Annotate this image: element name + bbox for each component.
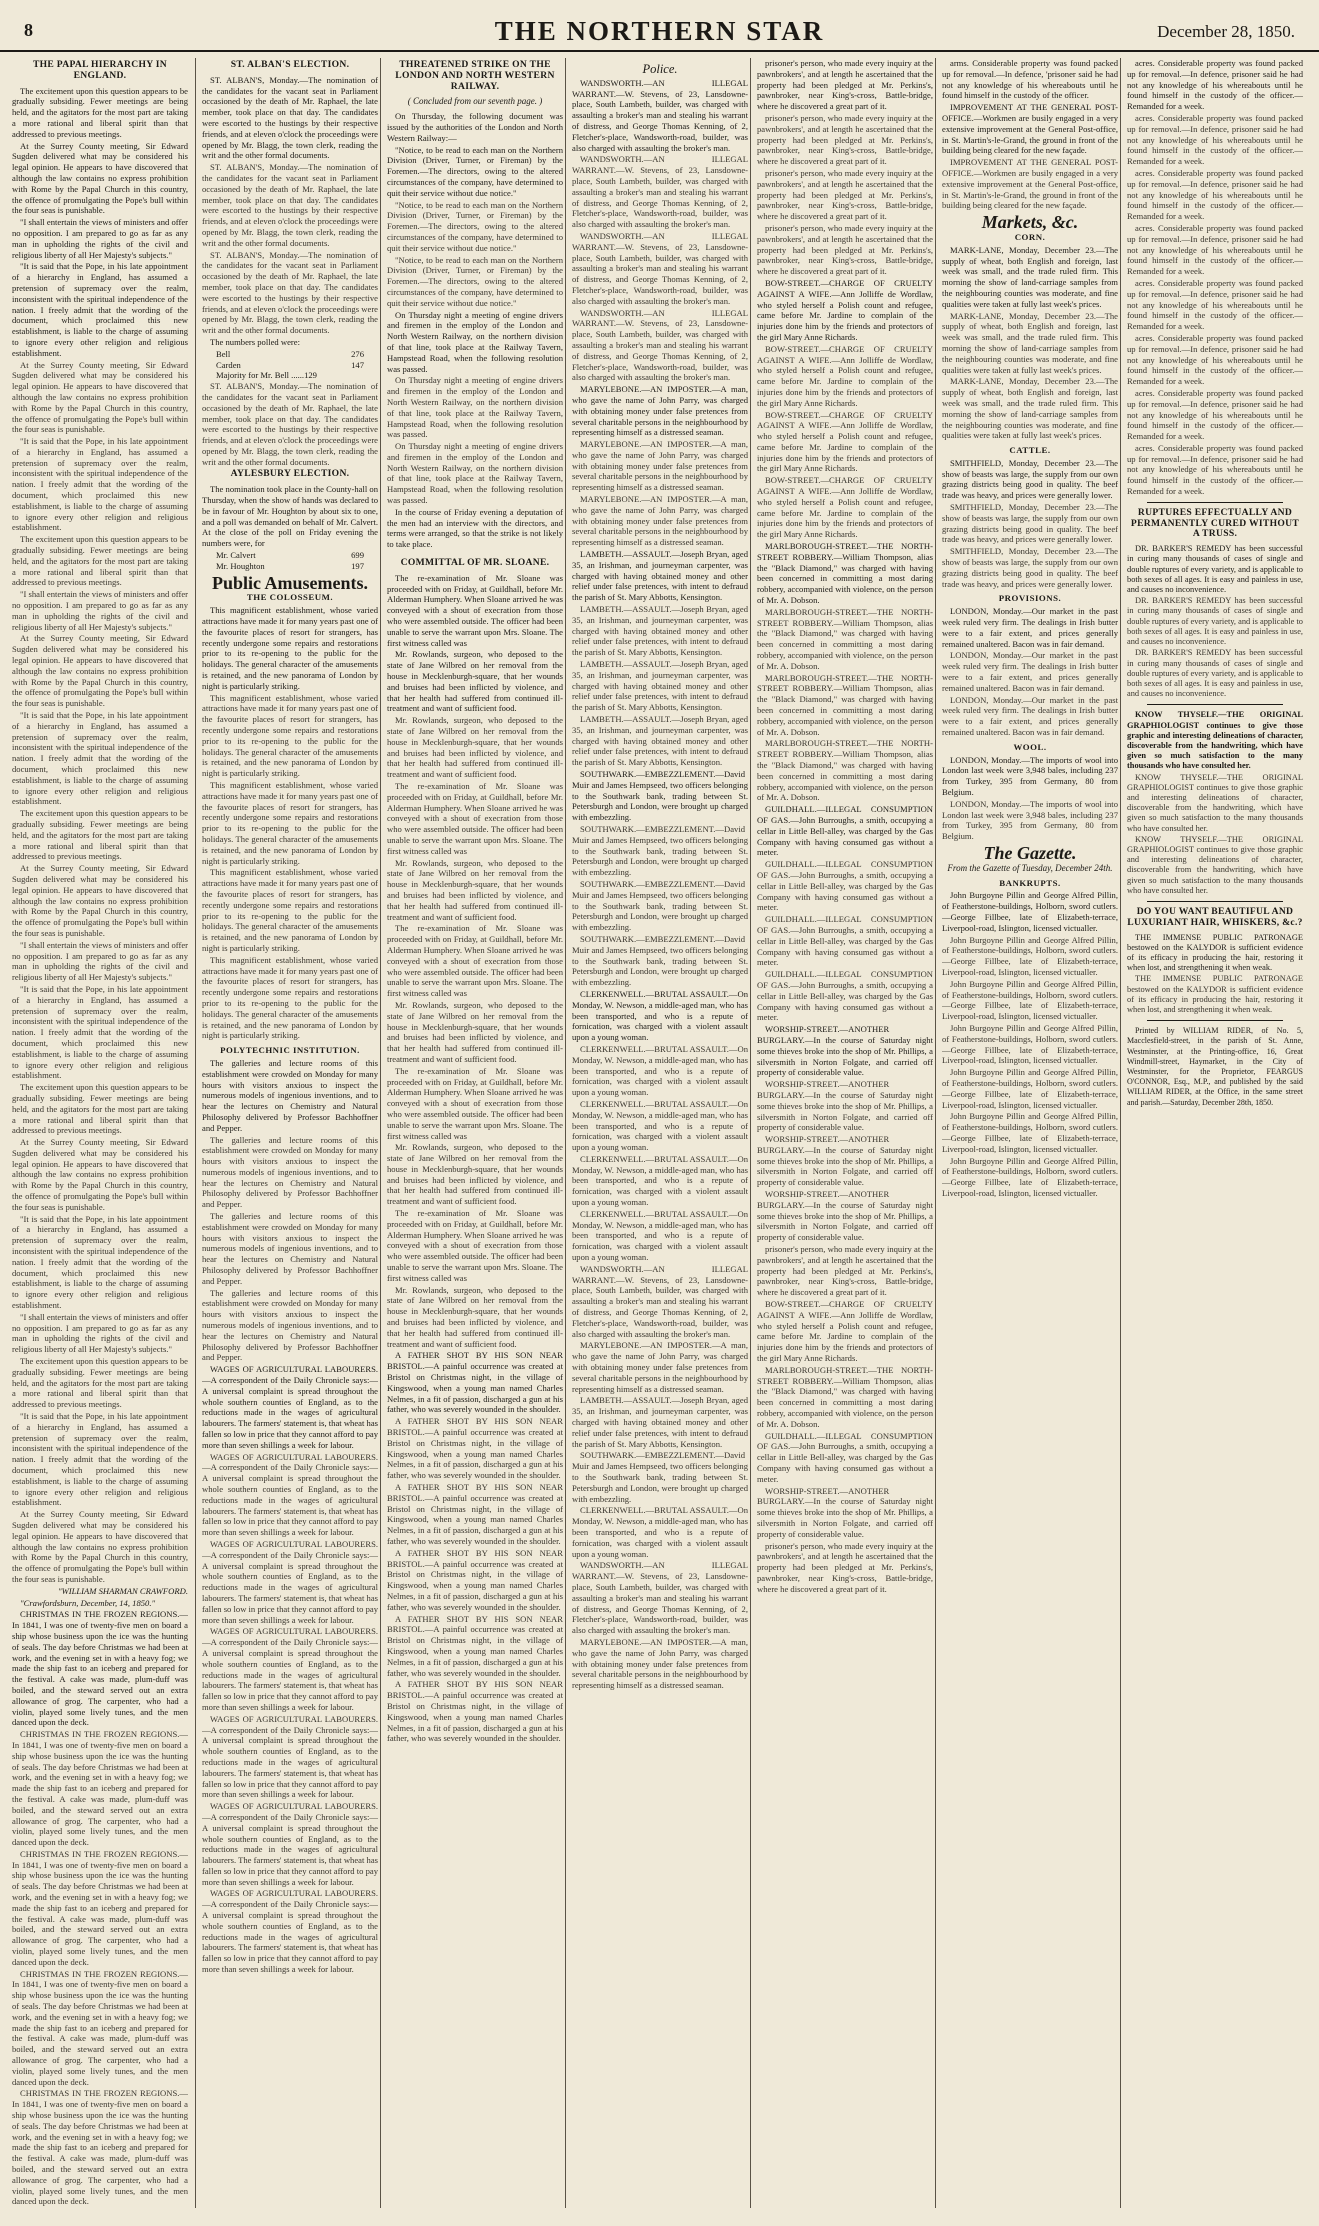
article-paragraph: MARLBOROUGH-STREET.—THE NORTH-STREET ROBBERY.—William Thompson, alias the "Black Diamond," was charged with having been concerned in committing a most daring robbery, accompanied with violence, on the person of Mr. A. Dobson. [757, 1364, 933, 1429]
article-paragraph: ST. ALBAN'S, Monday.—The nomination of the candidates for the vacant seat in Parliament occasioned by the death of Mr. Raphael, the late member, took place on that day. The candidates were escorted to the hustings by their respective friends, and at eleven o'clock the proceedings were opened by Mr. Blagg, the town clerk, reading the writ and the other formal documents. [202, 381, 378, 467]
article-paragraph: WAGES OF AGRICULTURAL LABOURERS.—A correspondent of the Daily Chronicle says:—A universal complaint is spread throughout the whole southern counties of England, as to the reductions made in the wages of agricultural labourers. The farmers' statement is, that wheat has fallen so low in price that they cannot afford to pay more than seven shillings a week for labour. [202, 1451, 378, 1538]
advertisement: THE IMMENSE PUBLIC PATRONAGE bestowed on the KALYDOR is sufficient evidence of its efficacy in producing the hair, restoring it when lost, and strengthening it when weak. [1127, 932, 1303, 973]
article-paragraph: On Thursday night a meeting of engine drivers and firemen in the employ of the London and North Western Railway, on the northern division of that line, took place at the Railway Tavern, Hampstead Road, when the following resolution was passed. [387, 375, 563, 440]
column-1 [12, 58, 188, 2208]
article-paragraph: Mr. Rowlands, surgeon, who deposed to the state of Jane Wilbred on her removal from the house in Mecklenburgh-square, that her wounds and bruises had been inflicted by violence, and that her health had suffered from continued ill-treatment and want of sufficient food. [387, 715, 563, 780]
candidate-name: Mr. Calvert [216, 550, 256, 561]
article-paragraph: acres. Considerable property was found packed up for removal.—In defence, prisoner said he had not any knowledge of his whereabouts until he found himself in the custody of the officer.—Remanded for a week. [1127, 387, 1303, 442]
article-paragraph: The nomination took place in the County-hall on Thursday, when the show of hands was declared to be in favour of Mr. Houghton by about six to one, and a poll was demanded on behalf of Mr. Calvert. At the close of the poll on Friday evening the numbers were, for [202, 484, 378, 549]
advertisement: KNOW THYSELF.—THE ORIGINAL GRAPHIOLOGIST continues to give those graphic and interesting delineations of character, discoverable from the handwriting, which have given so much satisfaction to the many thousands who have consulted her. [1127, 710, 1303, 771]
section-heading: The Gazette. [983, 842, 1077, 863]
article-paragraph: Mr. Rowlands, surgeon, who deposed to the state of Jane Wilbred on her removal from the house in Mecklenburgh-square, that her wounds and bruises had been inflicted by violence, and that her health had suffered from continued ill-treatment and want of sufficient food. [387, 999, 563, 1064]
article-paragraph: The excitement upon this question appears to be gradually subsiding. Fewer meetings are being held, and the agitators for the most part are taking a more rational and liberal spirit than that addressed to previous meetings. [12, 534, 188, 588]
column-rule [380, 58, 381, 2208]
article-paragraph: WANDSWORTH.—AN ILLEGAL WARRANT.—W. Stevens, of 23, Lansdowne-place, South Lambeth, builder, was charged with assaulting a broker's man and stealing his warrant of distress, and George Thomas Kenning, of 2, Fletcher's-place, Wandsworth-road, builder, was also charged with assaulting the broker's man. [572, 77, 748, 153]
article-paragraph: GUILDHALL.—ILLEGAL CONSUMPTION OF GAS.—John Burroughs, a smith, occupying a cellar in Little Bell-alley, was charged by the Gas Company with having consumed gas without a meter. [757, 1430, 933, 1484]
article-paragraph: "It is said that the Pope, in his late appointment of a hierarchy in England, has assumed a pretension of supremacy over the realm, inconsistent with the spiritual independence of the nation. I freely admit that the wording of the document, which proclaimed this new establishment, is liable to the charge of assuming to ignore every other religion and religious establishment. [12, 261, 188, 358]
article-paragraph: WANDSWORTH.—AN ILLEGAL WARRANT.—W. Stevens, of 23, Lansdowne-place, South Lambeth, builder, was charged with assaulting a broker's man and stealing his warrant of distress, and George Thomas Kenning, of 2, Fletcher's-place, Wandsworth-road, builder, was also charged with assaulting the broker's man. [572, 1560, 748, 1636]
column-rule [195, 58, 196, 2208]
article-paragraph: Mr. Rowlands, surgeon, who deposed to the state of Jane Wilbred on her removal from the house in Mecklenburgh-square, that her wounds and bruises had been inflicted by violence, and that her health had suffered from continued ill-treatment and want of sufficient food. [387, 1284, 563, 1349]
article-paragraph: WAGES OF AGRICULTURAL LABOURERS.—A correspondent of the Daily Chronicle says:—A universal complaint is spread throughout the whole southern counties of England, as to the reductions made in the wages of agricultural labourers. The farmers' statement is, that wheat has fallen so low in price that they cannot afford to pay more than seven shillings a week for labour. [202, 1713, 378, 1800]
poll-caption: The numbers polled were: [210, 336, 300, 347]
poll-majority [202, 370, 378, 381]
article-paragraph: WORSHIP-STREET.—ANOTHER BURGLARY.—In the course of Saturday night some thieves broke into the shop of Mr. Phillips, a silversmith in Norton Folgate, and carried off property of considerable value. [757, 1485, 933, 1539]
article-paragraph: MARYLEBONE.—AN IMPOSTER.—A man, who gave the name of John Parry, was charged with obtaining money under false pretences from several charitable persons in the neighbourhood by representing himself as a distressed seaman. [572, 439, 748, 493]
article-paragraph: BOW-STREET.—CHARGE OF CRUELTY AGAINST A WIFE.—Ann Jolliffe de Wordlaw, who styled herself a Polish count and refugee, came before Mr. Jardine to complain of the injuries done him by the friends and protectors of the girl Mary Anne Richards. [757, 277, 933, 342]
article-paragraph: "I shall entertain the views of ministers and offer no opposition. I am prepared to go as far as any man in upholding the rights of the civil and religious liberty of all Her Majesty's subjects." [12, 217, 188, 260]
article-paragraph: "Notice, to be read to each man on the Northern Division (Driver, Turner, or Fireman) by the Foremen.—The directors, owing to the altered circumstances of the company, have determined to quit their service without due notice." [387, 144, 563, 198]
article-paragraph: CHRISTMAS IN THE FROZEN REGIONS.—In 1841, I was one of twenty-five men on board a ship whose business upon the ice was the hunting of seals. The day before Christmas we had been at work, and the evening set in with a heavy fog; we made the ship fast to an iceberg and prepared for the festival. A cake was made, plum-duff was boiled, and the steward served out an extra allowance of grog. The carpenter, who had a violin, played some lively tunes, and the men danced upon the deck. [12, 1609, 188, 1728]
market-report: MARK-LANE, Monday, December 23.—The supply of wheat, both English and foreign, last week was small, and the trade ruled firm. This morning the show of land-carriage samples from the neighbouring counties was moderate, and fine qualities were taken at fully last week's prices. [942, 376, 1118, 441]
column-rule [1120, 58, 1121, 2208]
article-heading: AYLESBURY ELECTION. [230, 468, 350, 480]
printer-imprint: Printed by WILLIAM RIDER, of No. 5, Macclesfield-street, in the parish of St. Anne, Westminster, at the Printing-office, 16, Great Windmill-street, Haymarket, in the City of Westminster, for the Proprietor, FEARGUS O'CONNOR, Esq., M.P., and published by the said WILLIAM RIDER, at the Office, in the same street and parish.—Saturday, December 28th, 1850. [1127, 1026, 1303, 1107]
article-paragraph: prisoner's person, who made every inquiry at the pawnbrokers', and at length he ascertained that the property had been pledged at Mr. Perkins's, pawnbroker, near King's-cross, Battle-bridge, where he discovered a great part of it. [757, 58, 933, 112]
article-paragraph: Mr. Rowlands, surgeon, who deposed to the state of Jane Wilbred on her removal from the house in Mecklenburgh-square, that her wounds and bruises had been inflicted by violence, and that her health had suffered from continued ill-treatment and want of sufficient food. [387, 1142, 563, 1207]
article-paragraph: LAMBETH.—ASSAULT.—Joseph Bryan, aged 35, an Irishman, and journeyman carpenter, was charged with having obtained money and other relief under false pretences, with intent to defraud the parish of St. Mary Abbotts, Kensington. [572, 604, 748, 658]
article-paragraph: The re-examination of Mr. Sloane was proceeded with on Friday, at Guildhall, before Mr. Alderman Humphery. When Sloane arrived he was conveyed with a shout of execration from those who were assembled outside. The officer had been unable to serve the warrant upon Mrs. Sloane. The first witness called was [387, 781, 563, 856]
market-report: LONDON, Monday.—Our market in the past week ruled very firm. The dealings in Irish butter were to a fair extent, and prices generally remained unaltered. Bacon was in fair demand. [942, 694, 1118, 738]
subheading: BANKRUPTS. [999, 877, 1061, 888]
column-7 [1127, 58, 1303, 2208]
article-paragraph: CHRISTMAS IN THE FROZEN REGIONS.—In 1841, I was one of twenty-five men on board a ship whose business upon the ice was the hunting of seals. The day before Christmas we had been at work, and the evening set in with a heavy fog; we made the ship fast to an iceberg and prepared for the festival. A cake was made, plum-duff was boiled, and the steward served out an extra allowance of grog. The carpenter, who had a violin, played some lively tunes, and the men danced upon the deck. [12, 2088, 188, 2207]
article-paragraph: LAMBETH.—ASSAULT.—Joseph Bryan, aged 35, an Irishman, and journeyman carpenter, was charged with having obtained money and other relief under false pretences, with intent to defraud the parish of St. Mary Abbotts, Kensington. [572, 549, 748, 603]
article-paragraph: SOUTHWARK.—EMBEZZLEMENT.—David Muir and James Hempseed, two officers belonging to the Southwark bank, trading between St. Petersburgh and London, were brought up charged with embezzling. [572, 1450, 748, 1504]
poll-row [202, 561, 378, 572]
candidate-name: Mr. Houghton [216, 560, 265, 571]
candidate-votes: 147 [351, 359, 364, 370]
article-paragraph: ST. ALBAN'S, Monday.—The nomination of the candidates for the vacant seat in Parliament occasioned by the death of Mr. Raphael, the late member, took place on that day. The candidates were escorted to the hustings by their respective friends, and at eleven o'clock the proceedings were opened by Mr. Blagg, the town clerk, reading the writ and the other formal documents. [202, 74, 378, 161]
article-paragraph: A FATHER SHOT BY HIS SON NEAR BRISTOL.—A painful occurrence was created at Bristol on Christmas night, in the village of Kingswood, when a young man named Charles Nelmes, in a fit of passion, discharged a gun at his father, who was severely wounded in the shoulder. [387, 1482, 563, 1546]
article-paragraph: prisoner's person, who made every inquiry at the pawnbrokers', and at length he ascertained that the property had been pledged at Mr. Perkins's, pawnbroker, near King's-cross, Battle-bridge, where he discovered a great part of it. [757, 1540, 933, 1594]
article-paragraph: The excitement upon this question appears to be gradually subsiding. Fewer meetings are being held, and the agitators for the most part are taking a more rational and liberal spirit than that addressed to previous meetings. [12, 1356, 188, 1410]
column-area [12, 58, 1310, 2213]
article-paragraph: WANDSWORTH.—AN ILLEGAL WARRANT.—W. Stevens, of 23, Lansdowne-place, South Lambeth, builder, was charged with assaulting a broker's man and stealing his warrant of distress, and George Thomas Kenning, of 2, Fletcher's-place, Wandsworth-road, builder, was also charged with assaulting the broker's man. [572, 1263, 748, 1339]
article-paragraph: This magnificent establishment, whose varied attractions have made it for many years past one of the favourite places of resort for strangers, has recently undergone some repairs and restorations prior to its re-opening to the public for the holidays. The general character of the amusements is retained, and the new panorama of London by night is particularly striking. [202, 605, 378, 691]
divider [1147, 1020, 1283, 1021]
article-paragraph: At the Surrey County meeting, Sir Edward Sugden delivered what may be considered his legal opinion. He appears to have discovered that although the law contains no express prohibition with Rome by the Papal Church in this country, the offence of promulgating the Pope's bull within the four seas is punishable. [12, 1137, 188, 1212]
article-paragraph: A FATHER SHOT BY HIS SON NEAR BRISTOL.—A painful occurrence was created at Bristol on Christmas night, in the village of Kingswood, when a young man named Charles Nelmes, in a fit of passion, discharged a gun at his father, who was severely wounded in the shoulder. [387, 1547, 563, 1612]
article-paragraph: "It is said that the Pope, in his late appointment of a hierarchy in England, has assumed a pretension of supremacy over the realm, inconsistent with the spiritual independence of the nation. I freely admit that the wording of the document, which proclaimed this new establishment, is liable to the charge of assuming to ignore every other religion and religious establishment. [12, 983, 188, 1081]
article-paragraph: prisoner's person, who made every inquiry at the pawnbrokers', and at length he ascertained that the property had been pledged at Mr. Perkins's, pawnbroker, near King's-cross, Battle-bridge, where he discovered a great part of it. [757, 112, 933, 167]
advertisement: DR. BARKER'S REMEDY has been successful in curing many thousands of cases of single and double ruptures of every variety, and is applicable to both sexes of all ages. It is easy and painless in use, and causes no inconvenience. [1127, 596, 1303, 647]
advert-heading: DO YOU WANT BEAUTIFUL AND LUXURIANT HAIR, WHISKERS, &c.? [1127, 905, 1303, 928]
article-paragraph: "It is said that the Pope, in his late appointment of a hierarchy in England, has assumed a pretension of supremacy over the realm, inconsistent with the spiritual independence of the nation. I freely admit that the wording of the document, which proclaimed this new establishment, is liable to the charge of assuming to ignore every other religion and religious establishment. [12, 710, 188, 807]
article-paragraph: "It is said that the Pope, in his late appointment of a hierarchy in England, has assumed a pretension of supremacy over the realm, inconsistent with the spiritual independence of the nation. I freely admit that the wording of the document, which proclaimed this new establishment, is liable to the charge of assuming to ignore every other religion and religious establishment. [12, 1213, 188, 1311]
market-report: MARK-LANE, Monday, December 23.—The supply of wheat, both English and foreign, last week was small, and the trade ruled firm. This morning the show of land-carriage samples from the neighbouring counties was moderate, and fine qualities were taken at fully last week's prices. [942, 310, 1118, 375]
article-paragraph: On Thursday night a meeting of engine drivers and firemen in the employ of the London and North Western Railway, on the northern division of that line, took place at the Railway Tavern, Hampstead Road, when the following resolution was passed. [387, 441, 563, 506]
article-paragraph: In the course of Friday evening a deputation of the men had an interview with the directors, and terms were arranged, so that the strike is not likely to take place. [387, 506, 563, 550]
divider [1147, 502, 1283, 503]
article-paragraph: "I shall entertain the views of ministers and offer no opposition. I am prepared to go as far as any man in upholding the rights of the civil and religious liberty of all Her Majesty's subjects." [12, 939, 188, 983]
column-3 [387, 58, 563, 2208]
market-report: SMITHFIELD, Monday, December 23.—The show of beasts was large, the supply from our own grazing districts being good in quality. The beef trade was heavy, and prices were generally lower. [942, 546, 1118, 589]
article-paragraph: Mr. Rowlands, surgeon, who deposed to the state of Jane Wilbred on her removal from the house in Mecklenburgh-square, that her wounds and bruises had been inflicted by violence, and that her health had suffered from continued ill-treatment and want of sufficient food. [387, 857, 563, 922]
article-paragraph: GUILDHALL.—ILLEGAL CONSUMPTION OF GAS.—John Burroughs, a smith, occupying a cellar in Little Bell-alley, was charged by the Gas Company with having consumed gas without a meter. [757, 859, 933, 913]
market-report: LONDON, Monday.—Our market in the past week ruled very firm. The dealings in Irish butter were to a fair extent, and prices generally remained unaltered. Bacon was in fair demand. [942, 650, 1118, 693]
article-paragraph: SOUTHWARK.—EMBEZZLEMENT.—David Muir and James Hempseed, two officers belonging to the Southwark bank, trading between St. Petersburgh and London, were brought up charged with embezzling. [572, 769, 748, 823]
article-paragraph: The galleries and lecture rooms of this establishment were crowded on Monday for many hours with visitors anxious to inspect the numerous models of ingenious inventions, and to hear the lectures on Chemistry and Natural Philosophy delivered by Professor Bachhoffner and Pepper. [202, 1134, 378, 1210]
article-paragraph: This magnificent establishment, whose varied attractions have made it for many years past one of the favourite places of resort for strangers, has recently undergone some repairs and restorations prior to its re-opening to the public for the holidays. The general character of the amusements is retained, and the new panorama of London by night is particularly striking. [202, 692, 378, 779]
article-paragraph: acres. Considerable property was found packed up for removal.—In defence, prisoner said he had not any knowledge of his whereabouts until he found himself in the custody of the officer.—Remanded for a week. [1127, 332, 1303, 387]
article-paragraph: SOUTHWARK.—EMBEZZLEMENT.—David Muir and James Hempseed, two officers belonging to the Southwark bank, trading between St. Petersburgh and London, were brought up charged with embezzling. [572, 933, 748, 988]
article-paragraph: acres. Considerable property was found packed up for removal.—In defence, prisoner said he had not any knowledge of his whereabouts until he found himself in the custody of the officer.—Remanded for a week. [1127, 58, 1303, 112]
poll-row [202, 360, 378, 371]
article-paragraph: BOW-STREET.—CHARGE OF CRUELTY AGAINST A WIFE.—Ann Jolliffe de Wordlaw, who styled herself a Polish count and refugee, came before Mr. Jardine to complain of the injuries done him by the friends and protectors of the girl Mary Anne Richards. [757, 343, 933, 408]
candidate-votes: 197 [351, 560, 364, 571]
section-heading: Markets, &c. [981, 212, 1079, 233]
article-paragraph: At the Surrey County meeting, Sir Edward Sugden delivered what may be considered his legal opinion. He appears to have discovered that although the law contains no express prohibition with Rome by the Papal Church in this country, the offence of promulgating the Pope's bull within the four seas is punishable. [12, 140, 188, 216]
column-5 [757, 58, 933, 2208]
article-paragraph: MARYLEBONE.—AN IMPOSTER.—A man, who gave the name of John Parry, was charged with obtaining money under false pretences from several charitable persons in the neighbourhood by representing himself as a distressed seaman. [572, 1340, 748, 1394]
article-heading: THE PAPAL HIERARCHY IN ENGLAND. [32, 59, 168, 81]
article-paragraph: MARYLEBONE.—AN IMPOSTER.—A man, who gave the name of John Parry, was charged with obtaining money under false pretences from several charitable persons in the neighbourhood by representing himself as a distressed seaman. [572, 494, 748, 548]
divider [1147, 901, 1283, 902]
market-report: SMITHFIELD, Monday, December 23.—The show of beasts was large, the supply from our own grazing districts being good in quality. The beef trade was heavy, and prices were generally lower. [942, 502, 1118, 545]
article-paragraph: BOW-STREET.—CHARGE OF CRUELTY AGAINST A WIFE.—Ann Jolliffe de Wordlaw, who styled herself a Polish count and refugee, came before Mr. Jardine to complain of the injuries done him by the friends and protectors of the girl Mary Anne Richards. [757, 1299, 933, 1364]
article-paragraph: IMPROVEMENT AT THE GENERAL POST-OFFICE.—Workmen are busily engaged in a very extensive improvement at the General Post-office, in St. Martin's-le-Grand, the ground in front of the building being cleared for the new façade. [942, 102, 1118, 156]
article-heading: ST. ALBAN'S ELECTION. [230, 59, 350, 70]
article-paragraph: A FATHER SHOT BY HIS SON NEAR BRISTOL.—A painful occurrence was created at Bristol on Christmas night, in the village of Kingswood, when a young man named Charles Nelmes, in a fit of passion, discharged a gun at his father, who was severely wounded in the shoulder. [387, 1613, 563, 1678]
article-paragraph: acres. Considerable property was found packed up for removal.—In defence, prisoner said he had not any knowledge of his whereabouts until he found himself in the custody of the officer.—Remanded for a week. [1127, 277, 1303, 332]
article-paragraph: A FATHER SHOT BY HIS SON NEAR BRISTOL.—A painful occurrence was created at Bristol on Christmas night, in the village of Kingswood, when a young man named Charles Nelmes, in a fit of passion, discharged a gun at his father, who was severely wounded in the shoulder. [387, 1416, 563, 1481]
article-paragraph: At the Surrey County meeting, Sir Edward Sugden delivered what may be considered his legal opinion. He appears to have discovered that although the law contains no express prohibition with Rome by the Papal Church in this country, the offence of promulgating the Pope's bull within the four seas is punishable. [12, 359, 188, 435]
signature-place: "Crawfordsburn, December, 14, 1850." [20, 1597, 156, 1608]
article-paragraph: LAMBETH.—ASSAULT.—Joseph Bryan, aged 35, an Irishman, and journeyman carpenter, was charged with having obtained money and other relief under false pretences, with intent to defraud the parish of St. Mary Abbotts, Kensington. [572, 1395, 748, 1449]
newspaper-title: THE NORTHERN STAR [494, 16, 825, 46]
article-paragraph: LAMBETH.—ASSAULT.—Joseph Bryan, aged 35, an Irishman, and journeyman carpenter, was charged with having obtained money and other relief under false pretences, with intent to defraud the parish of St. Mary Abbotts, Kensington. [572, 714, 748, 768]
market-report: MARK-LANE, Monday, December 23.—The supply of wheat, both English and foreign, last week was small, and the trade ruled firm. This morning the show of land-carriage samples from the neighbouring counties was moderate, and fine qualities were taken at fully last week's prices. [942, 244, 1118, 309]
article-paragraph: At the Surrey County meeting, Sir Edward Sugden delivered what may be considered his legal opinion. He appears to have discovered that although the law contains no express prohibition with Rome by the Papal Church in this country, the offence of promulgating the Pope's bull within the four seas is punishable. [12, 863, 188, 938]
majority-line: Majority for Mr. Bell ......129 [216, 370, 317, 381]
advertisement: DR. BARKER'S REMEDY has been successful in curing many thousands of cases of single and double ruptures of every variety, and is applicable to both sexes of all ages. It is easy and painless in use, and causes no inconvenience. [1127, 648, 1303, 699]
poll-row [202, 550, 378, 561]
candidate-name: Carden [216, 359, 241, 370]
column-4 [572, 58, 748, 2208]
article-paragraph: CLERKENWELL.—BRUTAL ASSAULT.—On Monday, W. Newson, a middle-aged man, who has been transported, and who is a repute of fornication, was charged with a violent assault upon a young woman. [572, 988, 748, 1043]
article-paragraph: SOUTHWARK.—EMBEZZLEMENT.—David Muir and James Hempseed, two officers belonging to the Southwark bank, trading between St. Petersburgh and London, were brought up charged with embezzling. [572, 823, 748, 878]
article-paragraph: "I shall entertain the views of ministers and offer no opposition. I am prepared to go as far as any man in upholding the rights of the civil and religious liberty of all Her Majesty's subjects." [12, 1311, 188, 1355]
article-paragraph: The galleries and lecture rooms of this establishment were crowded on Monday for many hours with visitors anxious to inspect the numerous models of ingenious inventions, and to hear the lectures on Chemistry and Natural Philosophy delivered by Professor Bachhoffner and Pepper. [202, 1287, 378, 1363]
article-paragraph: On Thursday, the following document was issued by the authorities of the London and North Western Railway:— [387, 111, 563, 143]
article-paragraph: At the Surrey County meeting, Sir Edward Sugden delivered what may be considered his legal opinion. He appears to have discovered that although the law contains no express prohibition with Rome by the Papal Church in this country, the offence of promulgating the Pope's bull within the four seas is punishable. [12, 1509, 188, 1584]
column-rule [565, 58, 566, 2208]
article-paragraph: The excitement upon this question appears to be gradually subsiding. Fewer meetings are being held, and the agitators for the most part are taking a more rational and liberal spirit than that addressed to previous meetings. [12, 808, 188, 862]
article-paragraph: CLERKENWELL.—BRUTAL ASSAULT.—On Monday, W. Newson, a middle-aged man, who has been transported, and who is a repute of fornication, was charged with a violent assault upon a young woman. [572, 1153, 748, 1208]
article-paragraph: GUILDHALL.—ILLEGAL CONSUMPTION OF GAS.—John Burroughs, a smith, occupying a cellar in Little Bell-alley, was charged by the Gas Company with having consumed gas without a meter. [757, 914, 933, 968]
signature: "WILLIAM SHARMAN CRAWFORD. [57, 1585, 188, 1596]
candidate-votes: 276 [351, 348, 364, 359]
article-paragraph: WORSHIP-STREET.—ANOTHER BURGLARY.—In the course of Saturday night some thieves broke into the shop of Mr. Phillips, a silversmith in Norton Folgate, and carried off property of considerable value. [757, 1189, 933, 1243]
market-report: LONDON, Monday.—Our market in the past week ruled very firm. The dealings in Irish butter were to a fair extent, and prices generally remained unaltered. Bacon was in fair demand. [942, 606, 1118, 649]
article-paragraph: This magnificent establishment, whose varied attractions have made it for many years past one of the favourite places of resort for strangers, has recently undergone some repairs and restorations prior to its re-opening to the public for the holidays. The general character of the amusements is retained, and the new panorama of London by night is particularly striking. [202, 867, 378, 953]
article-heading: THREATENED STRIKE ON THE LONDON AND NORTH WESTERN RAILWAY. [395, 59, 555, 92]
article-paragraph: GUILDHALL.—ILLEGAL CONSUMPTION OF GAS.—John Burroughs, a smith, occupying a cellar in Little Bell-alley, was charged by the Gas Company with having consumed gas without a meter. [757, 804, 933, 858]
advert-heading: RUPTURES EFFECTUALLY AND PERMANENTLY CURED WITHOUT A TRUSS. [1130, 506, 1300, 540]
article-paragraph: MARYLEBONE.—AN IMPOSTER.—A man, who gave the name of John Parry, was charged with obtaining money under false pretences from several charitable persons in the neighbourhood by representing himself as a distressed seaman. [572, 384, 748, 438]
column-2 [202, 58, 378, 2208]
article-paragraph: At the Surrey County meeting, Sir Edward Sugden delivered what may be considered his legal opinion. He appears to have discovered that although the law contains no express prohibition with Rome by the Papal Church in this country, the offence of promulgating the Pope's bull within the four seas is punishable. [12, 633, 188, 709]
article-paragraph: CHRISTMAS IN THE FROZEN REGIONS.—In 1841, I was one of twenty-five men on board a ship whose business upon the ice was the hunting of seals. The day before Christmas we had been at work, and the evening set in with a heavy fog; we made the ship fast to an iceberg and prepared for the festival. A cake was made, plum-duff was boiled, and the steward served out an extra allowance of grog. The carpenter, who had a violin, played some lively tunes, and the men danced upon the deck. [12, 1729, 188, 1848]
article-paragraph: prisoner's person, who made every inquiry at the pawnbrokers', and at length he ascertained that the property had been pledged at Mr. Perkins's, pawnbroker, near King's-cross, Battle-bridge, where he discovered a great part of it. [757, 222, 933, 277]
article-paragraph: The re-examination of Mr. Sloane was proceeded with on Friday, at Guildhall, before Mr. Alderman Humphery. When Sloane arrived he was conveyed with a shout of execration from those who were assembled outside. The officer had been unable to serve the warrant upon Mrs. Sloane. The first witness called was [387, 1065, 563, 1141]
article-paragraph: CLERKENWELL.—BRUTAL ASSAULT.—On Monday, W. Newson, a middle-aged man, who has been transported, and who is a repute of fornication, was charged with a violent assault upon a young woman. [572, 1208, 748, 1263]
article-paragraph: WAGES OF AGRICULTURAL LABOURERS.—A correspondent of the Daily Chronicle says:—A universal complaint is spread throughout the whole southern counties of England, as to the reductions made in the wages of agricultural labourers. The farmers' statement is, that wheat has fallen so low in price that they cannot afford to pay more than seven shillings a week for labour. [202, 1626, 378, 1712]
article-paragraph: CHRISTMAS IN THE FROZEN REGIONS.—In 1841, I was one of twenty-five men on board a ship whose business upon the ice was the hunting of seals. The day before Christmas we had been at work, and the evening set in with a heavy fog; we made the ship fast to an iceberg and prepared for the festival. A cake was made, plum-duff was boiled, and the steward served out an extra allowance of grog. The carpenter, who had a violin, played some lively tunes, and the men danced upon the deck. [12, 1968, 188, 2087]
divider [1147, 704, 1283, 705]
advertisement: DR. BARKER'S REMEDY has been successful in curing many thousands of cases of single and double ruptures of every variety, and is applicable to both sexes of all ages. It is easy and painless in use, and causes no inconvenience. [1127, 544, 1303, 595]
article-paragraph: The re-examination of Mr. Sloane was proceeded with on Friday, at Guildhall, before Mr. Alderman Humphery. When Sloane arrived he was conveyed with a shout of execration from those who were assembled outside. The officer had been unable to serve the warrant upon Mrs. Sloane. The first witness called was [387, 1208, 563, 1283]
article-paragraph: IMPROVEMENT AT THE GENERAL POST-OFFICE.—Workmen are busily engaged in a very extensive improvement at the General Post-office, in St. Martin's-le-Grand, the ground in front of the building being cleared for the new façade. [942, 157, 1118, 211]
article-paragraph: acres. Considerable property was found packed up for removal.—In defence, prisoner said he had not any knowledge of his whereabouts until he found himself in the custody of the officer.—Remanded for a week. [1127, 112, 1303, 167]
gazette-entry: John Burgoyne Pillin and George Alfred Pillin, of Featherstone-buildings, Holborn, sword cutlers.—George Fillbee, late of Elizabeth-terrace, Liverpool-road, Islington, licensed victualler. [942, 1067, 1118, 1110]
article-paragraph: WANDSWORTH.—AN ILLEGAL WARRANT.—W. Stevens, of 23, Lansdowne-place, South Lambeth, builder, was charged with assaulting a broker's man and stealing his warrant of distress, and George Thomas Kenning, of 2, Fletcher's-place, Wandsworth-road, builder, was also charged with assaulting the broker's man. [572, 230, 748, 306]
subheading: THE COLOSSEUM. [246, 592, 334, 603]
article-paragraph: ST. ALBAN'S, Monday.—The nomination of the candidates for the vacant seat in Parliament occasioned by the death of Mr. Raphael, the late member, took place on that day. The candidates were escorted to the hustings by their respective friends, and at eleven o'clock the proceedings were opened by Mr. Blagg, the town clerk, reading the writ and the other formal documents. [202, 162, 378, 248]
page-number: 8 [24, 20, 33, 40]
article-paragraph: WAGES OF AGRICULTURAL LABOURERS.—A correspondent of the Daily Chronicle says:—A universal complaint is spread throughout the whole southern counties of England, as to the reductions made in the wages of agricultural labourers. The farmers' statement is, that wheat has fallen so low in price that they cannot afford to pay more than seven shillings a week for labour. [202, 1538, 378, 1625]
article-paragraph: BOW-STREET.—CHARGE OF CRUELTY AGAINST A WIFE.—Ann Jolliffe de Wordlaw, who styled herself a Polish count and refugee, came before Mr. Jardine to complain of the injuries done him by the friends and protectors of the girl Mary Anne Richards. [757, 409, 933, 474]
issue-date: December 28, 1850. [1157, 22, 1295, 41]
article-paragraph: The excitement upon this question appears to be gradually subsiding. Fewer meetings are being held, and the agitators for the most part are taking a more rational and liberal spirit than that addressed to previous meetings. [12, 1082, 188, 1136]
market-report: LONDON, Monday.—The imports of wool into London last week were 3,948 bales, including 237 from Turkey, 395 from Germany, 80 from Belgium. [942, 798, 1118, 842]
article-paragraph: WORSHIP-STREET.—ANOTHER BURGLARY.—In the course of Saturday night some thieves broke into the shop of Mr. Phillips, a silversmith in Norton Folgate, and carried off property of considerable value. [757, 1079, 933, 1133]
advertisement: THE IMMENSE PUBLIC PATRONAGE bestowed on the KALYDOR is sufficient evidence of its efficacy in producing the hair, restoring it when lost, and strengthening it when weak. [1127, 974, 1303, 1014]
article-paragraph: BOW-STREET.—CHARGE OF CRUELTY AGAINST A WIFE.—Ann Jolliffe de Wordlaw, who styled herself a Polish count and refugee, came before Mr. Jardine to complain of the injuries done him by the friends and protectors of the girl Mary Anne Richards. [757, 475, 933, 540]
market-report: SMITHFIELD, Monday, December 23.—The show of beasts was large, the supply from our own grazing districts being good in quality. The beef trade was heavy, and prices were generally lower. [942, 457, 1118, 501]
advertisement: KNOW THYSELF.—THE ORIGINAL GRAPHIOLOGIST continues to give those graphic and interesting delineations of character, discoverable from the handwriting, which have given so much satisfaction to the many thousands who have consulted her. [1127, 772, 1303, 833]
subheading: PROVISIONS. [998, 593, 1062, 604]
article-paragraph: "Notice, to be read to each man on the Northern Division (Driver, Turner, or Fireman) by the Foremen.—The directors, owing to the altered circumstances of the company, have determined to quit their service without due notice." [387, 254, 563, 308]
advertisement: KNOW THYSELF.—THE ORIGINAL GRAPHIOLOGIST continues to give those graphic and interesting delineations of character, discoverable from the handwriting, which have given so much satisfaction to the many thousands who have consulted her. [1127, 834, 1303, 895]
article-paragraph: MARLBOROUGH-STREET.—THE NORTH-STREET ROBBERY.—William Thompson, alias the "Black Diamond," was charged with having been concerned in committing a most daring robbery, accompanied with violence, on the person of Mr. A. Dobson. [757, 738, 933, 803]
gazette-entry: John Burgoyne Pillin and George Alfred Pillin, of Featherstone-buildings, Holborn, sword cutlers.—George Fillbee, late of Elizabeth-terrace, Liverpool-road, Islington, licensed victualler. [942, 978, 1118, 1022]
article-paragraph: WAGES OF AGRICULTURAL LABOURERS.—A correspondent of the Daily Chronicle says:—A universal complaint is spread throughout the whole southern counties of England, as to the reductions made in the wages of agricultural labourers. The farmers' statement is, that wheat has fallen so low in price that they cannot afford to pay more than seven shillings a week for labour. [202, 1364, 378, 1450]
subheading: WOOL. [1013, 741, 1047, 752]
article-paragraph: GUILDHALL.—ILLEGAL CONSUMPTION OF GAS.—John Burroughs, a smith, occupying a cellar in Little Bell-alley, was charged by the Gas Company with having consumed gas without a meter. [757, 969, 933, 1023]
candidate-votes: 699 [351, 550, 364, 561]
gazette-subheading: From the Gazette of Tuesday, December 24th. [947, 862, 1113, 873]
article-paragraph: acres. Considerable property was found packed up for removal.—In defence, prisoner said he had not any knowledge of his whereabouts until he found himself in the custody of the officer.—Remanded for a week. [1127, 167, 1303, 222]
column-rule [935, 58, 936, 2208]
article-paragraph: LAMBETH.—ASSAULT.—Joseph Bryan, aged 35, an Irishman, and journeyman carpenter, was charged with having obtained money and other relief under false pretences, with intent to defraud the parish of St. Mary Abbotts, Kensington. [572, 659, 748, 713]
gazette-entry: John Burgoyne Pillin and George Alfred Pillin, of Featherstone-buildings, Holborn, sword cutlers.—George Fillbee, late of Elizabeth-terrace, Liverpool-road, Islington, licensed victualler. [942, 1111, 1118, 1154]
article-paragraph: MARLBOROUGH-STREET.—THE NORTH-STREET ROBBERY.—William Thompson, alias the "Black Diamond," was charged with having been concerned in committing a most daring robbery, accompanied with violence, on the person of Mr. A. Dobson. [757, 606, 933, 671]
gazette-entry: John Burgoyne Pillin and George Alfred Pillin, of Featherstone-buildings, Holborn, sword cutlers.—George Fillbee, late of Elizabeth-terrace, Liverpool-road, Islington, licensed victualler. [942, 934, 1118, 977]
article-paragraph: SOUTHWARK.—EMBEZZLEMENT.—David Muir and James Hempseed, two officers belonging to the Southwark bank, trading between St. Petersburgh and London, were brought up charged with embezzling. [572, 878, 748, 933]
article-paragraph: "I shall entertain the views of ministers and offer no opposition. I am prepared to go as far as any man in upholding the rights of the civil and religious liberty of all Her Majesty's subjects." [12, 589, 188, 632]
poll-row [202, 349, 378, 360]
article-heading: COMMITTAL OF MR. SLOANE. [400, 557, 550, 569]
subheading: POLYTECHNIC INSTITUTION. [220, 1045, 360, 1056]
article-paragraph: CLERKENWELL.—BRUTAL ASSAULT.—On Monday, W. Newson, a middle-aged man, who has been transported, and who is a repute of fornication, was charged with a violent assault upon a young woman. [572, 1505, 748, 1559]
gazette-entry: John Burgoyne Pillin and George Alfred Pillin, of Featherstone-buildings, Holborn, sword cutlers.—George Fillbee, late of Elizabeth-terrace, Liverpool-road, Islington, licensed victualler. [942, 890, 1118, 933]
article-paragraph: The galleries and lecture rooms of this establishment were crowded on Monday for many hours with visitors anxious to inspect the numerous models of ingenious inventions, and to hear the lectures on Chemistry and Natural Philosophy delivered by Professor Bachhoffner and Pepper. [202, 1211, 378, 1286]
article-paragraph: MARLBOROUGH-STREET.—THE NORTH-STREET ROBBERY.—William Thompson, alias the "Black Diamond," was charged with having been concerned in committing a most daring robbery, accompanied with violence, on the person of Mr. A. Dobson. [757, 672, 933, 737]
column-6 [942, 58, 1118, 2208]
column-rule [750, 58, 751, 2208]
article-paragraph: This magnificent establishment, whose varied attractions have made it for many years past one of the favourite places of resort for strangers, has recently undergone some repairs and restorations prior to its re-opening to the public for the holidays. The general character of the amusements is retained, and the new panorama of London by night is particularly striking. [202, 780, 378, 866]
masthead [0, 14, 1319, 52]
article-paragraph: The galleries and lecture rooms of this establishment were crowded on Monday for many hours with visitors anxious to inspect the numerous models of ingenious inventions, and to hear the lectures on Chemistry and Natural Philosophy delivered by Professor Bachhoffner and Pepper. [202, 1057, 378, 1133]
article-paragraph: This magnificent establishment, whose varied attractions have made it for many years past one of the favourite places of resort for strangers, has recently undergone some repairs and restorations prior to its re-opening to the public for the holidays. The general character of the amusements is retained, and the new panorama of London by night is particularly striking. [202, 954, 378, 1041]
article-paragraph: WANDSWORTH.—AN ILLEGAL WARRANT.—W. Stevens, of 23, Lansdowne-place, South Lambeth, builder, was charged with assaulting a broker's man and stealing his warrant of distress, and George Thomas Kenning, of 2, Fletcher's-place, Wandsworth-road, builder, was also charged with assaulting the broker's man. [572, 154, 748, 230]
market-report: LONDON, Monday.—The imports of wool into London last week were 3,948 bales, including 237 from Turkey, 395 from Germany, 80 from Belgium. [942, 754, 1118, 797]
article-paragraph: "Notice, to be read to each man on the Northern Division (Driver, Turner, or Fireman) by the Foremen.—The directors, owing to the altered circumstances of the company, have determined to quit their service without due notice." [387, 199, 563, 253]
article-paragraph: Mr. Rowlands, surgeon, who deposed to the state of Jane Wilbred on her removal from the house in Mecklenburgh-square, that her wounds and bruises had been inflicted by violence, and that her health had suffered from continued ill-treatment and want of sufficient food. [387, 649, 563, 714]
article-paragraph: ST. ALBAN'S, Monday.—The nomination of the candidates for the vacant seat in Parliament occasioned by the death of Mr. Raphael, the late member, took place on that day. The candidates were escorted to the hustings by their respective friends, and at eleven o'clock the proceedings were opened by Mr. Blagg, the town clerk, reading the writ and the other formal documents. [202, 249, 378, 336]
article-paragraph: prisoner's person, who made every inquiry at the pawnbrokers', and at length he ascertained that the property had been pledged at Mr. Perkins's, pawnbroker, near King's-cross, Battle-bridge, where he discovered a great part of it. [757, 1244, 933, 1298]
candidate-name: Bell [216, 348, 231, 359]
article-paragraph: MARYLEBONE.—AN IMPOSTER.—A man, who gave the name of John Parry, was charged with obtaining money under false pretences from several charitable persons in the neighbourhood by representing himself as a distressed seaman. [572, 1636, 748, 1691]
article-paragraph: CHRISTMAS IN THE FROZEN REGIONS.—In 1841, I was one of twenty-five men on board a ship whose business upon the ice was the hunting of seals. The day before Christmas we had been at work, and the evening set in with a heavy fog; we made the ship fast to an iceberg and prepared for the festival. A cake was made, plum-duff was boiled, and the steward served out an extra allowance of grog. The carpenter, who had a violin, played some lively tunes, and the men danced upon the deck. [12, 1848, 188, 1967]
article-paragraph: A FATHER SHOT BY HIS SON NEAR BRISTOL.—A painful occurrence was created at Bristol on Christmas night, in the village of Kingswood, when a young man named Charles Nelmes, in a fit of passion, discharged a gun at his father, who was severely wounded in the shoulder. [387, 1679, 563, 1744]
article-paragraph: The re-examination of Mr. Sloane was proceeded with on Friday, at Guildhall, before Mr. Alderman Humphery. When Sloane arrived he was conveyed with a shout of execration from those who were assembled outside. The officer had been unable to serve the warrant upon Mrs. Sloane. The first witness called was [387, 572, 563, 648]
article-paragraph: WAGES OF AGRICULTURAL LABOURERS.—A correspondent of the Daily Chronicle says:—A universal complaint is spread throughout the whole southern counties of England, as to the reductions made in the wages of agricultural labourers. The farmers' statement is, that wheat has fallen so low in price that they cannot afford to pay more than seven shillings a week for labour. [202, 1888, 378, 1975]
article-paragraph: WORSHIP-STREET.—ANOTHER BURGLARY.—In the course of Saturday night some thieves broke into the shop of Mr. Phillips, a silversmith in Norton Folgate, and carried off property of considerable value. [757, 1134, 933, 1188]
article-paragraph: prisoner's person, who made every inquiry at the pawnbrokers', and at length he ascertained that the property had been pledged at Mr. Perkins's, pawnbroker, near King's-cross, Battle-bridge, where he discovered a great part of it. [757, 167, 933, 222]
article-paragraph: The re-examination of Mr. Sloane was proceeded with on Friday, at Guildhall, before Mr. Alderman Humphery. When Sloane arrived he was conveyed with a shout of execration from those who were assembled outside. The officer had been unable to serve the warrant upon Mrs. Sloane. The first witness called was [387, 923, 563, 999]
article-paragraph: "It is said that the Pope, in his late appointment of a hierarchy in England, has assumed a pretension of supremacy over the realm, inconsistent with the spiritual independence of the nation. I freely admit that the wording of the document, which proclaimed this new establishment, is liable to the charge of assuming to ignore every other religion and religious establishment. [12, 1411, 188, 1508]
article-paragraph: WANDSWORTH.—AN ILLEGAL WARRANT.—W. Stevens, of 23, Lansdowne-place, South Lambeth, builder, was charged with assaulting a broker's man and stealing his warrant of distress, and George Thomas Kenning, of 2, Fletcher's-place, Wandsworth-road, builder, was also charged with assaulting the broker's man. [572, 307, 748, 383]
article-paragraph: The excitement upon this question appears to be gradually subsiding. Fewer meetings are being held, and the agitators for the most part are taking a more rational and liberal spirit than that addressed to previous meetings. [12, 85, 188, 139]
article-paragraph: "It is said that the Pope, in his late appointment of a hierarchy in England, has assumed a pretension of supremacy over the realm, inconsistent with the spiritual independence of the nation. I freely admit that the wording of the document, which proclaimed this new establishment, is liable to the charge of assuming to ignore every other religion and religious establishment. [12, 436, 188, 533]
article-paragraph: WORSHIP-STREET.—ANOTHER BURGLARY.—In the course of Saturday night some thieves broke into the shop of Mr. Phillips, a silversmith in Norton Folgate, and carried off property of considerable value. [757, 1024, 933, 1078]
article-paragraph: CLERKENWELL.—BRUTAL ASSAULT.—On Monday, W. Newson, a middle-aged man, who has been transported, and who is a repute of fornication, was charged with a violent assault upon a young woman. [572, 1043, 748, 1098]
section-heading: Public Amusements. [211, 572, 368, 593]
article-paragraph: arms. Considerable property was found packed up for removal.—In defence, 'prisoner said he had not any knowledge of his whereabouts until he found himself in the custody of the officer. [942, 58, 1118, 101]
gazette-entry: John Burgoyne Pillin and George Alfred Pillin, of Featherstone-buildings, Holborn, sword cutlers.—George Fillbee, late of Elizabeth-terrace, Liverpool-road, Islington, licensed victualler. [942, 1022, 1118, 1066]
article-subheading: ( Concluded from our seventh page. ) [407, 96, 543, 107]
article-paragraph: acres. Considerable property was found packed up for removal.—In defence, prisoner said he had not any knowledge of his whereabouts until he found himself in the custody of the officer.—Remanded for a week. [1127, 222, 1303, 277]
subheading: CATTLE. [1009, 445, 1051, 456]
subheading: CORN. [1014, 231, 1046, 242]
article-paragraph: CLERKENWELL.—BRUTAL ASSAULT.—On Monday, W. Newson, a middle-aged man, who has been transported, and who is a repute of fornication, was charged with a violent assault upon a young woman. [572, 1098, 748, 1153]
article-paragraph: WAGES OF AGRICULTURAL LABOURERS.—A correspondent of the Daily Chronicle says:—A universal complaint is spread throughout the whole southern counties of England, as to the reductions made in the wages of agricultural labourers. The farmers' statement is, that wheat has fallen so low in price that they cannot afford to pay more than seven shillings a week for labour. [202, 1801, 378, 1887]
gazette-entry: John Burgoyne Pillin and George Alfred Pillin, of Featherstone-buildings, Holborn, sword cutlers.—George Fillbee, late of Elizabeth-terrace, Liverpool-road, Islington, licensed victualler. [942, 1155, 1118, 1198]
article-paragraph: acres. Considerable property was found packed up for removal.—In defence, prisoner said he had not any knowledge of his whereabouts until he found himself in the custody of the officer.—Remanded for a week. [1127, 442, 1303, 497]
article-paragraph: A FATHER SHOT BY HIS SON NEAR BRISTOL.—A painful occurrence was created at Bristol on Christmas night, in the village of Kingswood, when a young man named Charles Nelmes, in a fit of passion, discharged a gun at his father, who was severely wounded in the shoulder. [387, 1350, 563, 1415]
article-paragraph: MARLBOROUGH-STREET.—THE NORTH-STREET ROBBERY.—William Thompson, alias the "Black Diamond," was charged with having been concerned in committing a most daring robbery, accompanied with violence, on the person of Mr. A. Dobson. [757, 541, 933, 606]
article-paragraph: On Thursday night a meeting of engine drivers and firemen in the employ of the London and North Western Railway, on the northern division of that line, took place at the Railway Tavern, Hampstead Road, when the following resolution was passed. [387, 309, 563, 374]
section-heading: Police. [642, 62, 678, 76]
